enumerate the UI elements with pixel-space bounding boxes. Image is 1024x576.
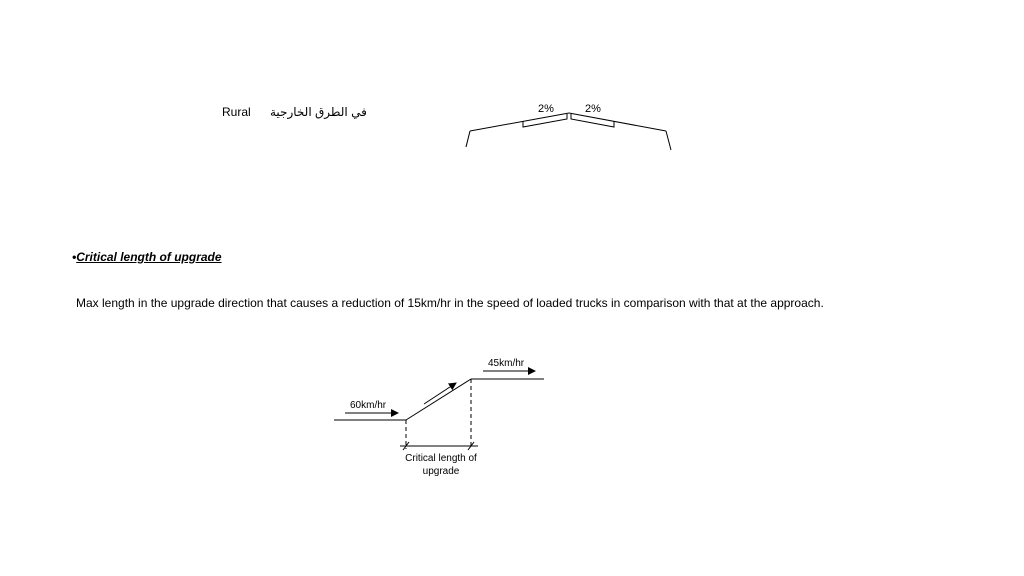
left-slope-label: 2% — [538, 103, 554, 115]
road-crown-diagram — [466, 103, 671, 150]
exit-speed-label: 45km/hr — [488, 358, 525, 369]
crown-left-slope — [470, 113, 569, 131]
upgrade-slope — [406, 379, 471, 420]
right-slope-label: 2% — [585, 103, 601, 115]
dimension-label-line1: Critical length of — [405, 453, 477, 464]
approach-speed-label: 60km/hr — [350, 400, 387, 411]
rural-label: Rural — [222, 105, 251, 119]
upgrade-diagram — [334, 358, 544, 477]
bullet: • — [72, 250, 77, 264]
dimension-label-line2: upgrade — [422, 466, 460, 477]
upgrade-direction-arrow — [424, 383, 456, 404]
crown-right-edge — [666, 131, 671, 150]
definition-text: Max length in the upgrade direction that causes a reduction of 15km/hr in the speed of loaded trucks in comparison with that at the approach. — [76, 296, 824, 310]
arabic-rural-label: في الطرق الخارجية — [270, 105, 367, 119]
crown-left-edge — [466, 131, 470, 147]
crown-right-slope — [569, 113, 666, 131]
heading-text: Critical length of upgrade — [76, 250, 222, 264]
